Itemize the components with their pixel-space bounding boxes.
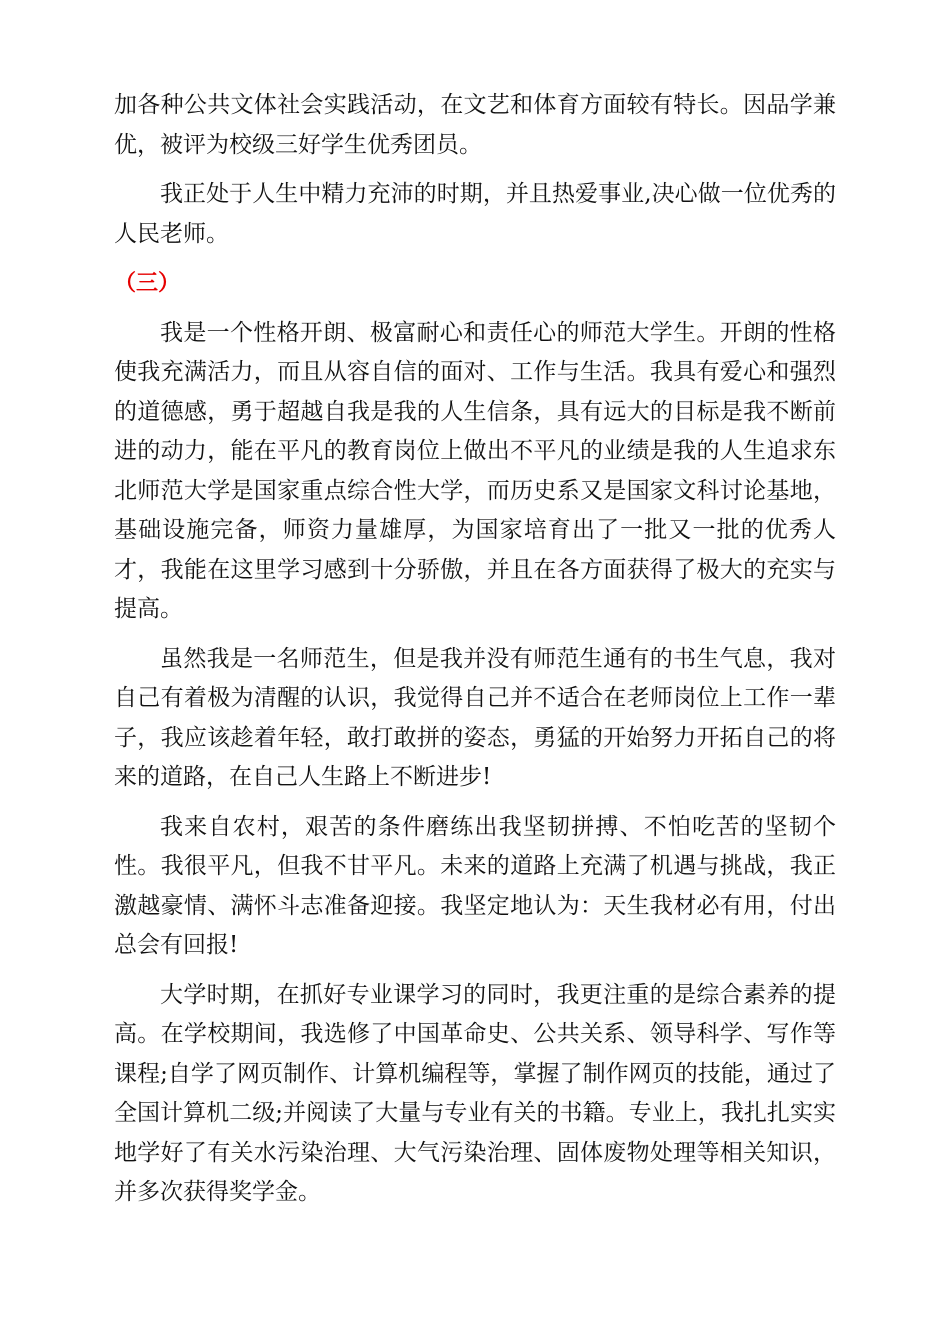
paragraph: 虽然我是一名师范生，但是我并没有师范生通有的书生气息，我对自己有着极为清醒的认识，我觉得自己并不适合在老师岗位上工作一辈子，我应该趁着年轻，敢打敢拼的姿态，勇猛的开始努力开拓自己的将来的道路，在自己人生路上不断进步! (114, 645, 836, 790)
paragraph: 大学时期，在抓好专业课学习的同时，我更注重的是综合素养的提高。在学校期间，我选修了中国革命史、公共关系、领导科学、写作等课程;自学了网页制作、计算机编程等，掌握了制作网页的技能，通过了全国计算机二级;并阅读了大量与专业有关的书籍。专业上，我扎扎实实地学好了有关水污染治理、大气污染治理、固体废物处理等相关知识，并多次获得奖学金。 (114, 981, 836, 1205)
document-page (114, 86, 836, 1223)
paragraph-continued: 加各种公共文体社会实践活动，在文艺和体育方面较有特长。因品学兼优，被评为校级三好学生优秀团员。 (114, 92, 836, 158)
section-heading: （三） (114, 271, 181, 296)
paragraph: 我来自农村，艰苦的条件磨练出我坚韧拼搏、不怕吃苦的坚韧个性。我很平凡，但我不甘平凡。未来的道路上充满了机遇与挑战，我正激越豪情、满怀斗志准备迎接。我坚定地认为：天生我材必有用，付出总会有回报! (114, 813, 836, 958)
paragraph: 我正处于人生中精力充沛的时期，并且热爱事业,决心做一位优秀的人民老师。 (114, 181, 836, 247)
paragraph: 我是一个性格开朗、极富耐心和责任心的师范大学生。开朗的性格使我充满活力，而且从容自信的面对、工作与生活。我具有爱心和强烈的道德感，勇于超越自我是我的人生信条，具有远大的目标是我不断前进的动力，能在平凡的教育岗位上做出不平凡的业绩是我的人生追求东北师范大学是国家重点综合性大学，而历史系又是国家文科讨论基地，基础设施完备，师资力量雄厚，为国家培育出了一批又一批的优秀人才，我能在这里学习感到十分骄傲，并且在各方面获得了极大的充实与提高。 (114, 319, 836, 622)
